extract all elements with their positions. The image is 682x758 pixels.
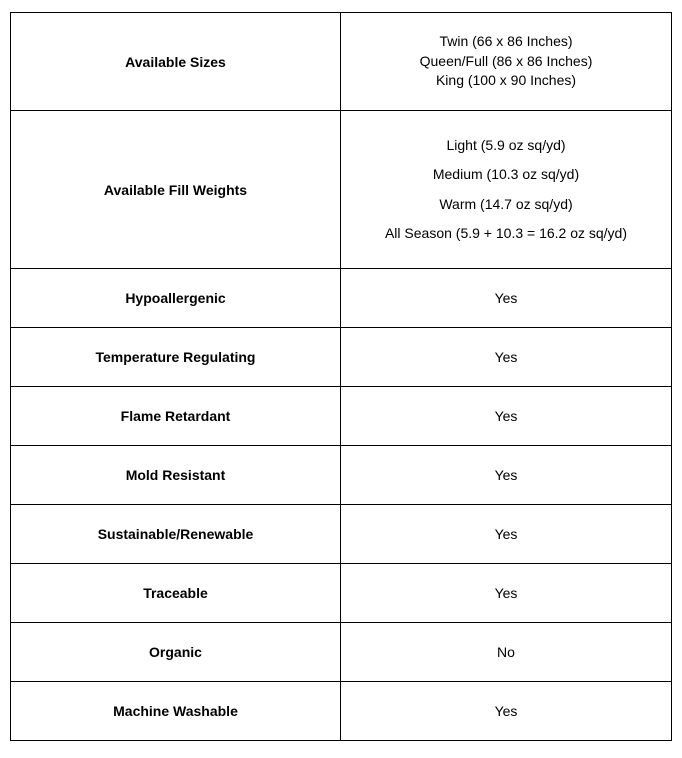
table-row-sizes xyxy=(11,13,672,111)
row-value-fill-weights xyxy=(341,111,672,269)
table-row xyxy=(11,682,672,741)
row-value: Yes xyxy=(341,446,672,505)
row-value: Yes xyxy=(341,387,672,446)
size-option: Twin (66 x 86 Inches) xyxy=(439,33,573,50)
row-label: Traceable xyxy=(11,564,341,623)
row-label: Organic xyxy=(11,623,341,682)
row-label: Temperature Regulating xyxy=(11,328,341,387)
row-value: Yes xyxy=(341,505,672,564)
table-row xyxy=(11,623,672,682)
size-option: King (100 x 90 Inches) xyxy=(435,72,577,89)
row-label: Available Fill Weights xyxy=(11,111,341,269)
row-value: Yes xyxy=(341,269,672,328)
table-row xyxy=(11,387,672,446)
row-label: Machine Washable xyxy=(11,682,341,741)
fill-weight-option: All Season (5.9 + 10.3 = 16.2 oz sq/yd) xyxy=(384,224,628,241)
table-row xyxy=(11,505,672,564)
fill-weight-option: Medium (10.3 oz sq/yd) xyxy=(432,166,580,183)
row-label: Sustainable/Renewable xyxy=(11,505,341,564)
row-value: Yes xyxy=(341,682,672,741)
row-value: No xyxy=(341,623,672,682)
table-row xyxy=(11,446,672,505)
size-option: Queen/Full (86 x 86 Inches) xyxy=(419,52,593,69)
product-spec-table xyxy=(10,12,672,741)
table-row-fill-weights xyxy=(11,111,672,269)
row-value-sizes xyxy=(341,13,672,111)
row-label: Hypoallergenic xyxy=(11,269,341,328)
row-label: Flame Retardant xyxy=(11,387,341,446)
row-value: Yes xyxy=(341,564,672,623)
table-row xyxy=(11,269,672,328)
fill-weight-option: Light (5.9 oz sq/yd) xyxy=(446,136,566,153)
table-row xyxy=(11,328,672,387)
fill-weight-option: Warm (14.7 oz sq/yd) xyxy=(439,195,573,212)
row-label: Mold Resistant xyxy=(11,446,341,505)
row-value: Yes xyxy=(341,328,672,387)
table-row xyxy=(11,564,672,623)
row-label: Available Sizes xyxy=(11,13,341,111)
